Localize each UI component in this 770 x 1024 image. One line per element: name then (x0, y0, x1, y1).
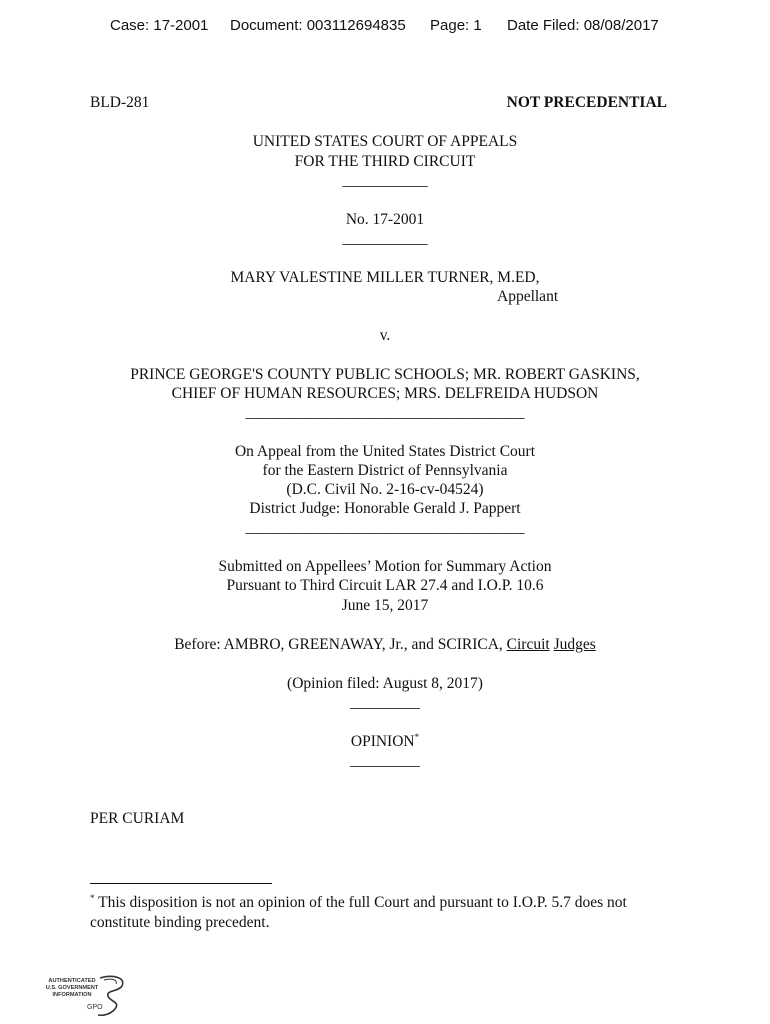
header-page: Page: 1 (430, 17, 482, 34)
panel-circuit-word: Circuit (506, 636, 550, 653)
footnote-marker: * (90, 892, 95, 903)
footnote-line-2: constitute binding precedent. (90, 914, 270, 931)
panel-judges-word: Judges (553, 636, 596, 653)
panel-judges-text: Before: AMBRO, GREENAWAY, Jr., and SCIRICA, (174, 636, 507, 653)
appeal-line-1: On Appeal from the United States District Court (234, 443, 536, 460)
appeal-line-4: District Judge: Honorable Gerald J. Pappert (249, 500, 521, 517)
seal-line-2: U.S. GOVERNMENT (45, 985, 99, 991)
seal-line-3: INFORMATION (52, 992, 92, 998)
opinion-heading (0, 732, 770, 752)
bld-number: BLD-281 (90, 94, 150, 111)
opinion-filed-date: (Opinion filed: August 8, 2017) (287, 675, 483, 692)
separator-rule: ___________ (342, 172, 428, 189)
footnote-line-1 (90, 893, 627, 913)
separator-rule: _________ (350, 694, 420, 711)
submitted-line-1: Submitted on Appellees’ Motion for Summary Action (218, 558, 552, 575)
eagle-wing-icon (104, 979, 116, 984)
separator-rule: ____________________________________ (245, 404, 525, 421)
precedential-status: NOT PRECEDENTIAL (506, 94, 667, 111)
footnote-rule (90, 883, 272, 884)
per-curiam: PER CURIAM (90, 810, 185, 827)
opinion-footnote-marker: * (414, 731, 420, 742)
appellant-role: Appellant (497, 288, 559, 305)
submitted-line-2: Pursuant to Third Circuit LAR 27.4 and I.O.P. 10.6 (226, 577, 544, 594)
separator-rule: ____________________________________ (245, 519, 525, 536)
footnote-text: This disposition is not an opinion of the full Court and pursuant to I.O.P. 5.7 does not (94, 894, 627, 911)
court-circuit: FOR THE THIRD CIRCUIT (294, 153, 476, 170)
appellant-name: MARY VALESTINE MILLER TURNER, M.ED, (230, 269, 540, 286)
seal-line-1: AUTHENTICATED (48, 978, 96, 984)
header-date-filed: Date Filed: 08/08/2017 (507, 17, 659, 34)
versus: v. (379, 327, 391, 344)
header-case: Case: 17-2001 (110, 17, 209, 34)
court-name: UNITED STATES COURT OF APPEALS (252, 133, 518, 150)
appeal-line-3: (D.C. Civil No. 2-16-cv-04524) (286, 481, 484, 498)
appeal-line-2: for the Eastern District of Pennsylvania (262, 462, 508, 479)
panel-before (0, 635, 770, 655)
gpo-authentication-seal (42, 972, 132, 1018)
separator-rule: ___________ (342, 230, 428, 247)
submitted-date: June 15, 2017 (341, 597, 429, 614)
appellees-line-1: PRINCE GEORGE'S COUNTY PUBLIC SCHOOLS; MR. ROBERT GASKINS, (130, 366, 640, 383)
case-number: No. 17-2001 (345, 211, 425, 228)
seal-line-4: GPO (87, 1004, 103, 1011)
opinion-title: OPINION (350, 733, 415, 750)
separator-rule: _________ (350, 752, 420, 769)
appellees-line-2: CHIEF OF HUMAN RESOURCES; MRS. DELFREIDA HUDSON (171, 385, 599, 402)
header-document: Document: 003112694835 (230, 17, 406, 34)
